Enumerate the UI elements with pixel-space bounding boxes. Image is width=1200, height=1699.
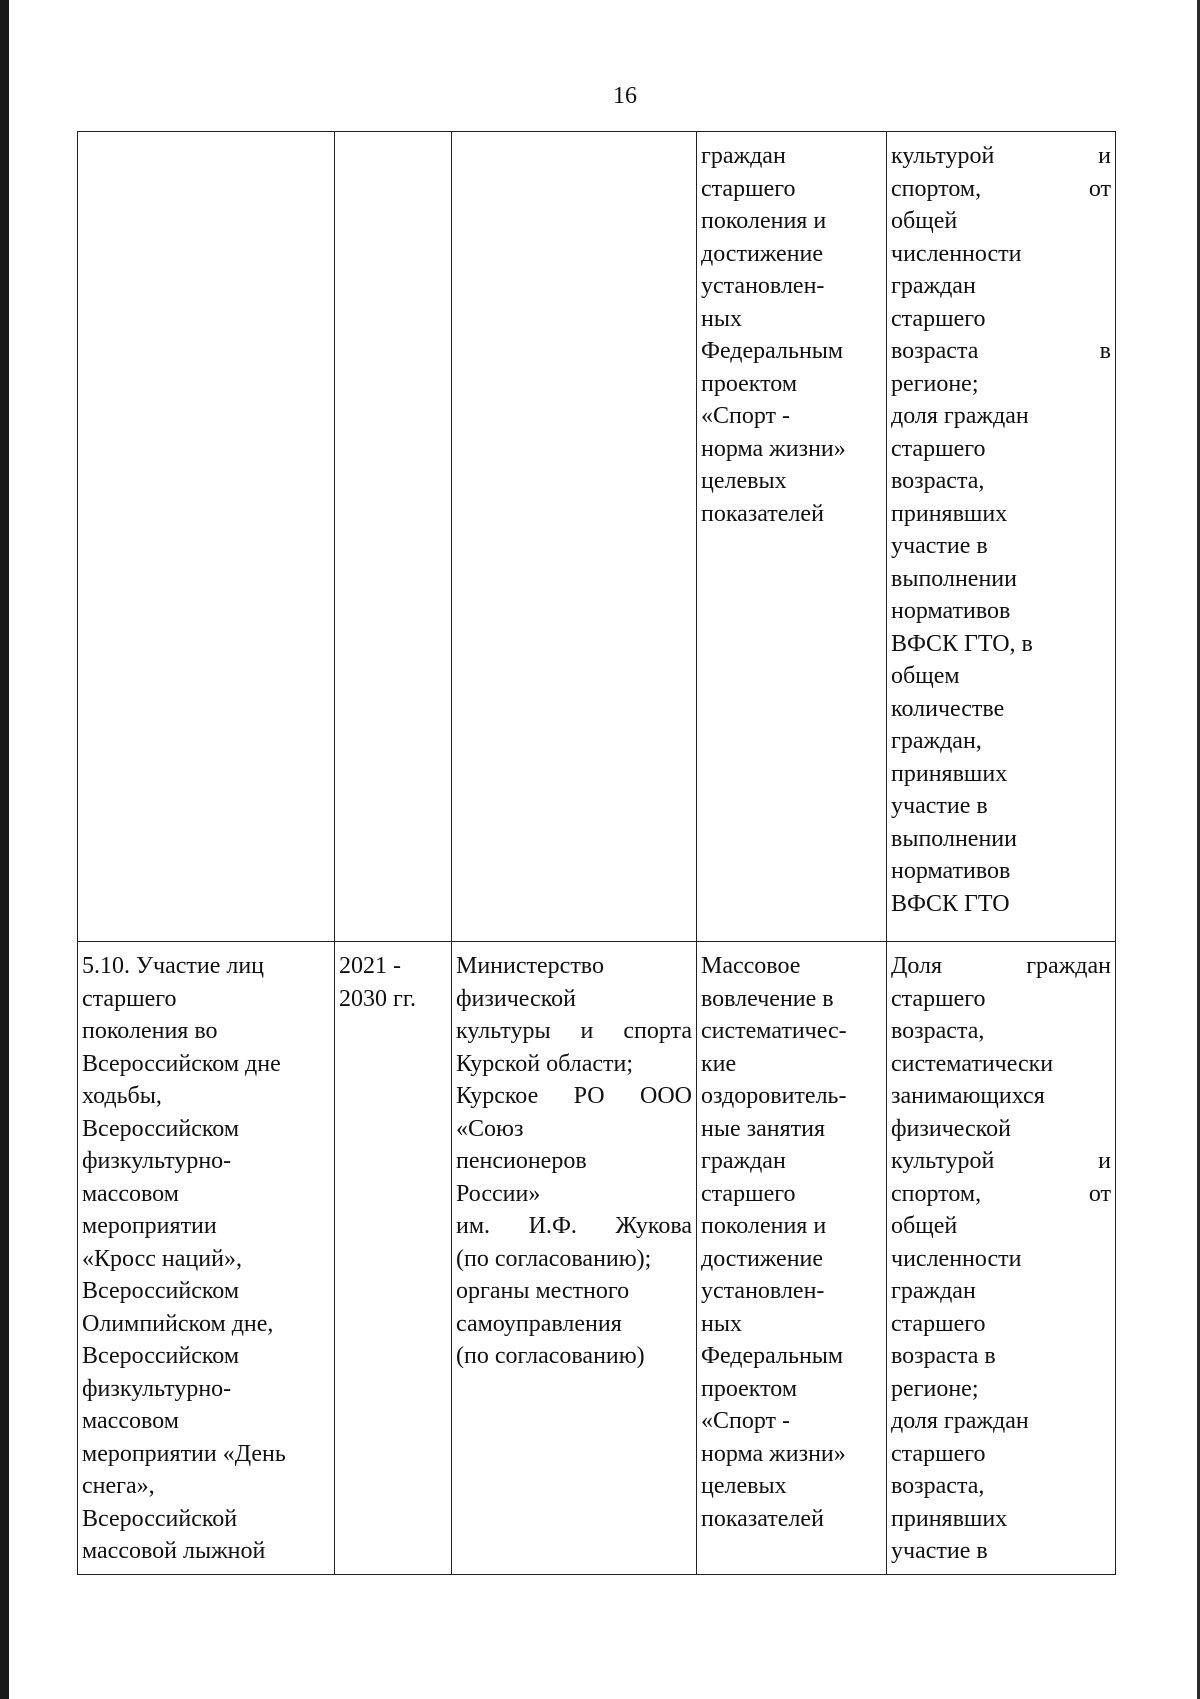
cell-text-line: возраста, — [891, 1473, 985, 1499]
cell-responsible — [452, 942, 697, 1575]
cell-text-line: установлен- — [701, 1278, 825, 1304]
cell-text-line: Федеральным — [701, 338, 844, 364]
cell-text-line: физкультурно- — [82, 1148, 232, 1174]
cell-period — [335, 132, 452, 942]
cell-text-line: поколения и — [701, 208, 827, 234]
cell-text-line: мероприятии «День — [82, 1440, 286, 1467]
cell-text-line: старшего — [891, 305, 986, 332]
cell-text-line: снега», — [82, 1473, 155, 1499]
cell-text-line: регионе; — [891, 1375, 979, 1402]
cell-measure-name — [78, 942, 335, 1575]
cell-text-line: физкультурно- — [82, 1375, 232, 1402]
cell-text-line: установлен- — [701, 273, 825, 299]
cell-text-line: физической — [891, 1115, 1011, 1142]
cell-text-line: культурой и — [891, 1148, 1111, 1174]
cell-text-line: граждан — [891, 273, 976, 299]
cell-text-line: 5.10. Участие лиц — [82, 953, 265, 979]
cell-text-line: занимающихся — [891, 1083, 1045, 1109]
cell-text-line: органы местного — [456, 1278, 630, 1304]
cell-text-line: поколения и — [701, 1213, 827, 1239]
cell-text-line: Курское РО ООО — [456, 1083, 692, 1109]
cell-text-line: мероприятии — [82, 1213, 217, 1239]
cell-text-line: Доля граждан — [891, 953, 1111, 979]
cell-text-line: культуры и спорта — [456, 1018, 692, 1044]
cell-text-line: численности — [891, 240, 1022, 267]
cell-text-line: принявших — [891, 500, 1008, 527]
cell-text-line: общей — [891, 208, 958, 234]
cell-text-line: массовом — [82, 1408, 179, 1434]
cell-responsible — [452, 132, 697, 942]
cell-text-line: пенсионеров — [456, 1148, 587, 1174]
cell-expected-result — [697, 132, 887, 942]
cell-expected-result — [697, 942, 887, 1575]
cell-text-line: вовлечение в — [701, 985, 834, 1012]
cell-text-line: Курской области; — [456, 1050, 634, 1077]
cell-text-line: норма жизни» — [701, 435, 846, 462]
cell-text-line: общей — [891, 1213, 958, 1239]
cell-text-line: (по согласованию) — [456, 1343, 645, 1369]
scan-border-left — [0, 0, 9, 1699]
cell-text-line: достижение — [701, 240, 824, 267]
cell-period — [335, 942, 452, 1575]
cell-text-line: принявших — [891, 1505, 1008, 1532]
cell-text-line: ходьбы, — [82, 1083, 162, 1109]
cell-text-line: граждан — [701, 143, 786, 169]
cell-text-line: нормативов — [891, 858, 1011, 884]
cell-text-line: Всероссийском — [82, 1278, 240, 1304]
cell-text-line: ных — [701, 1310, 742, 1337]
table-row — [78, 942, 1116, 1575]
cell-text-line: спортом, от — [891, 175, 1111, 202]
cell-text-line: систематически — [891, 1050, 1054, 1077]
cell-text-line: Министерство — [456, 953, 604, 979]
cell-text-line: проектом — [701, 1375, 798, 1402]
cell-text-line: «Кросс наций», — [82, 1245, 242, 1272]
cell-text-line: проектом — [701, 370, 798, 397]
cell-text-line: норма жизни» — [701, 1440, 846, 1467]
cell-text-line: старшего — [701, 1180, 796, 1207]
cell-text-line: возраста, — [891, 468, 985, 494]
cell-text-line: участие в — [891, 533, 988, 559]
cell-text-line: 2021 - — [339, 953, 401, 979]
cell-text-line: достижение — [701, 1245, 824, 1272]
cell-text-line: выполнении — [891, 825, 1017, 852]
cell-text-line: целевых — [701, 468, 787, 494]
cell-indicator — [887, 132, 1116, 942]
cell-text-line: выполнении — [891, 565, 1017, 592]
cell-text-line: возраста, — [891, 1018, 985, 1044]
cell-text-line: Всероссийской — [82, 1505, 238, 1532]
cell-text-line: Всероссийском — [82, 1115, 240, 1142]
cell-text-line: общем — [891, 663, 960, 689]
cell-text-line: возраста в — [891, 338, 1111, 364]
measures-table — [77, 131, 1116, 1575]
cell-text-line: участие в — [891, 1538, 988, 1564]
cell-text-line: принявших — [891, 760, 1008, 787]
cell-text-line: старшего — [701, 175, 796, 202]
cell-text-line: массовом — [82, 1180, 179, 1207]
cell-text-line: ВФСК ГТО, в — [891, 630, 1033, 657]
cell-text-line: систематичес- — [701, 1018, 847, 1044]
cell-text-line: численности — [891, 1245, 1022, 1272]
cell-text-line: регионе; — [891, 370, 979, 397]
cell-text-line: Федеральным — [701, 1343, 844, 1369]
cell-text-line: старшего — [891, 985, 986, 1012]
cell-text-line: культурой и — [891, 143, 1111, 169]
cell-text-line: целевых — [701, 1473, 787, 1499]
cell-text-line: спортом, от — [891, 1180, 1111, 1207]
page-number: 16 — [613, 83, 637, 109]
cell-text-line: Массовое — [701, 953, 801, 979]
cell-text-line: самоуправления — [456, 1310, 622, 1337]
cell-text-line: граждан — [891, 1278, 976, 1304]
cell-text-line: (по согласованию); — [456, 1245, 652, 1272]
cell-text-line: «Спорт - — [701, 403, 791, 429]
cell-text-line: ВФСК ГТО — [891, 890, 1010, 917]
cell-text-line: старшего — [82, 985, 177, 1012]
cell-text-line: граждан — [701, 1148, 786, 1174]
table-row — [78, 132, 1116, 942]
cell-text-line: количестве — [891, 695, 1005, 722]
cell-text-line: «Спорт - — [701, 1408, 791, 1434]
cell-text-line: физической — [456, 985, 576, 1012]
cell-text-line: участие в — [891, 793, 988, 819]
cell-text-line: нормативов — [891, 598, 1011, 624]
cell-text-line: доля граждан — [891, 1408, 1029, 1434]
cell-text-line: поколения во — [82, 1018, 218, 1044]
cell-text-line: ных — [701, 305, 742, 332]
cell-text-line: граждан, — [891, 728, 982, 754]
cell-indicator — [887, 942, 1116, 1575]
cell-text-line: доля граждан — [891, 403, 1029, 429]
cell-text-line: Олимпийском дне, — [82, 1310, 274, 1337]
cell-text-line: им. И.Ф. Жукова — [456, 1213, 692, 1239]
cell-text-line: России» — [456, 1180, 541, 1207]
cell-text-line: показателей — [701, 500, 824, 527]
cell-measure-name — [78, 132, 335, 942]
cell-text-line: ные занятия — [701, 1115, 826, 1142]
cell-text-line: Всероссийском — [82, 1343, 240, 1369]
cell-text-line: старшего — [891, 435, 986, 462]
cell-text-line: старшего — [891, 1310, 986, 1337]
cell-text-line: показателей — [701, 1505, 824, 1532]
cell-text-line: Всероссийском дне — [82, 1050, 281, 1077]
cell-text-line: старшего — [891, 1440, 986, 1467]
cell-text-line: возраста в — [891, 1343, 996, 1369]
cell-text-line: 2030 гг. — [339, 985, 416, 1012]
cell-text-line: оздоровитель- — [701, 1083, 847, 1109]
cell-text-line: массовой лыжной — [82, 1538, 266, 1564]
cell-text-line: кие — [701, 1050, 737, 1077]
cell-text-line: «Союз — [456, 1115, 524, 1142]
